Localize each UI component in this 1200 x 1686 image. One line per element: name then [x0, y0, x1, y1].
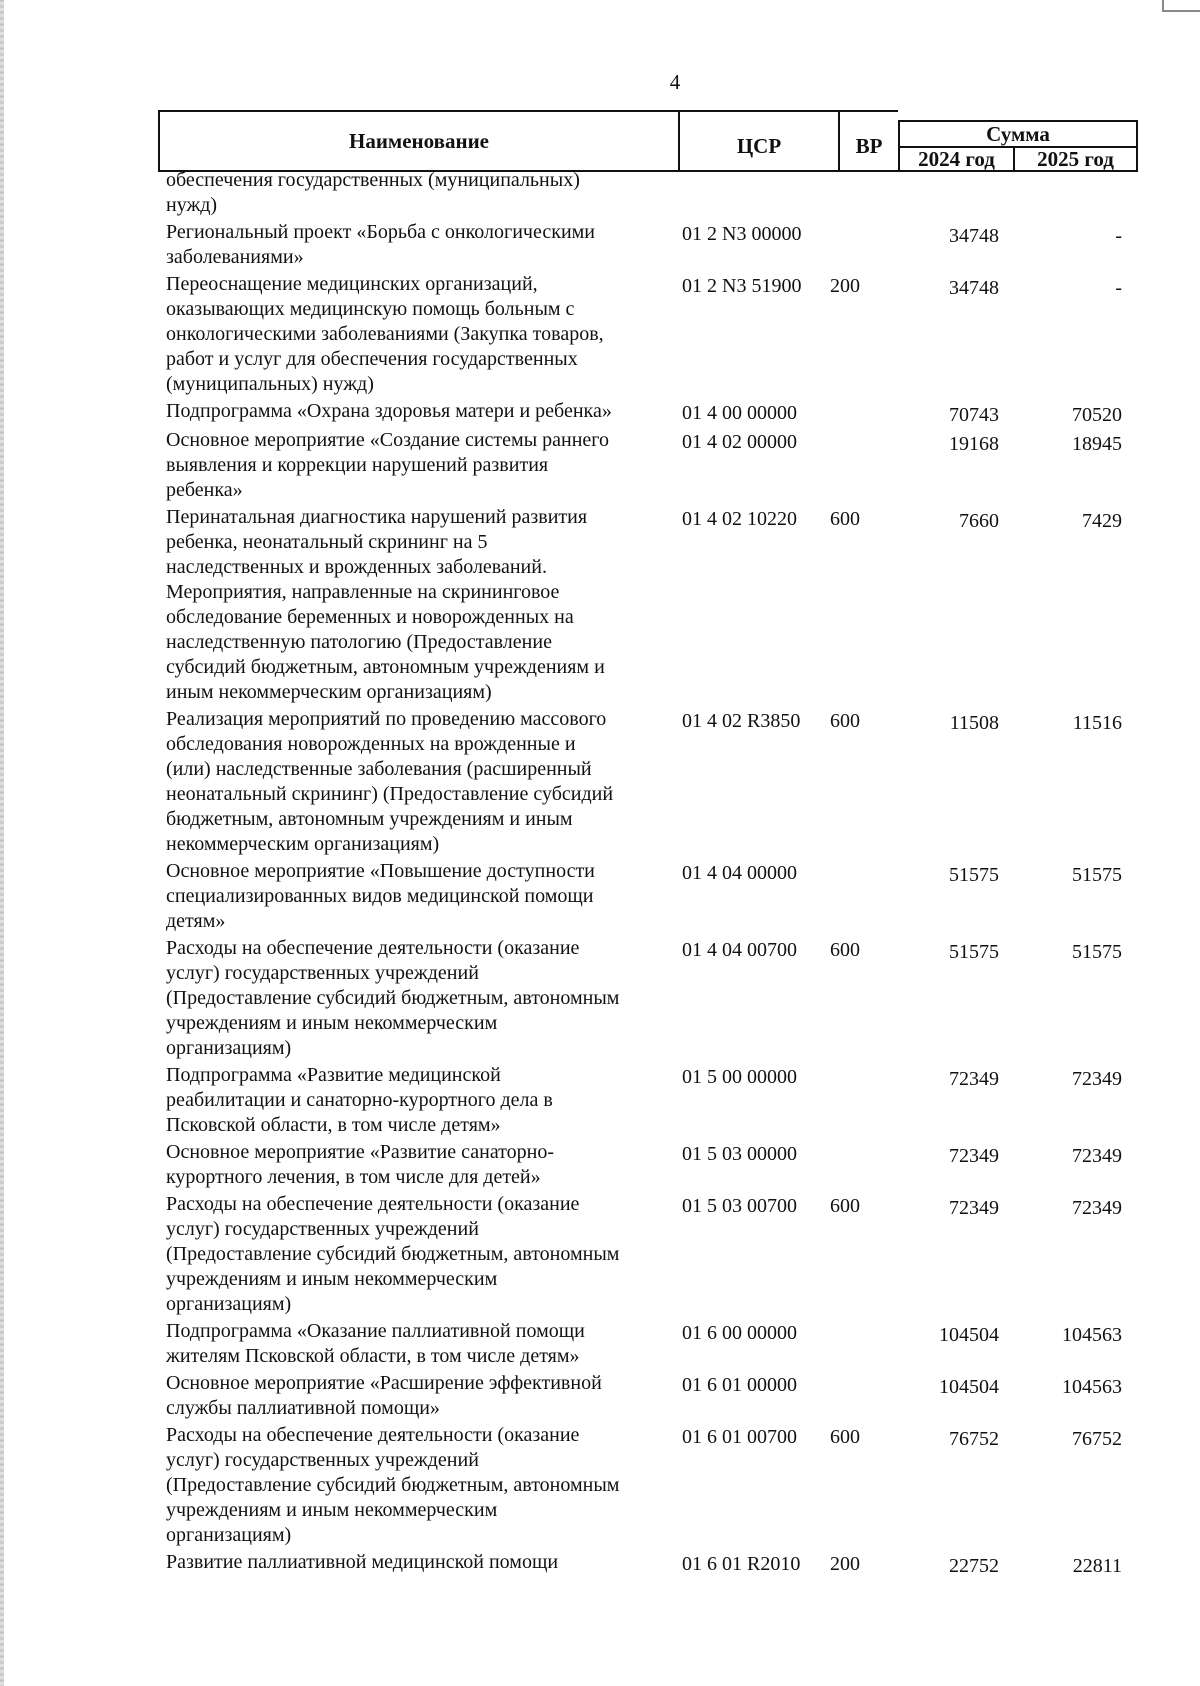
table-row	[158, 1063, 1138, 1138]
row-name-line: (или) наследственные заболевания (расширенный	[166, 758, 592, 780]
row-csr: 01 4 02 00000	[682, 431, 797, 453]
row-sum-2025: 70520	[1072, 404, 1122, 426]
row-csr: 01 6 01 00700	[682, 1426, 797, 1448]
row-sum-2025: 51575	[1072, 941, 1122, 963]
header-name: Наименование	[349, 128, 489, 153]
table-row	[158, 859, 1138, 934]
row-vr: 600	[830, 1195, 860, 1217]
table-row	[158, 1192, 1138, 1317]
row-name	[158, 1371, 668, 1421]
row-name	[158, 505, 668, 705]
row-name-line: (Предоставление субсидий бюджетным, автономным	[166, 1474, 620, 1496]
row-csr: 01 6 01 R2010	[682, 1553, 801, 1575]
header-year-2025: 2025 год	[1037, 146, 1114, 171]
header-year-2024: 2024 год	[918, 146, 995, 171]
table-row	[158, 707, 1138, 857]
row-vr	[828, 168, 886, 218]
row-vr	[828, 859, 886, 934]
row-name-line: наследственных и врожденных заболеваний.	[166, 556, 547, 578]
row-name	[158, 168, 668, 218]
row-name-line: Реализация мероприятий по проведению массового	[166, 708, 607, 730]
row-name-line: Региональный проект «Борьба с онкологическими	[166, 221, 596, 243]
table-row	[158, 1140, 1138, 1190]
header-sum: Сумма	[986, 121, 1050, 146]
row-name-line: услуг) государственных учреждений	[166, 962, 479, 984]
row-name	[158, 1063, 668, 1138]
row-sum-2024: 11508	[949, 712, 999, 734]
table-body	[158, 168, 1138, 1579]
row-vr: 200	[830, 275, 860, 297]
scan-edge	[0, 0, 4, 1686]
row-sum-2025: 51575	[1072, 864, 1122, 886]
row-name-line: Основное мероприятие «Развитие санаторно-	[166, 1141, 555, 1163]
row-name	[158, 1550, 668, 1579]
row-name	[158, 1319, 668, 1369]
row-name-line: ребенка, неонатальный скрининг на 5	[166, 531, 488, 553]
row-sum-2025: 18945	[1072, 433, 1122, 455]
row-sum-2024: 72349	[949, 1197, 999, 1219]
row-name-line: Подпрограмма «Развитие медицинской	[166, 1064, 501, 1086]
table-row	[158, 1319, 1138, 1369]
row-name	[158, 1140, 668, 1190]
row-csr: 01 4 02 R3850	[682, 710, 801, 732]
table-row	[158, 272, 1138, 397]
row-vr	[828, 399, 886, 428]
row-vr: 600	[830, 1426, 860, 1448]
row-sum-2024: 7660	[959, 510, 999, 532]
header-vr: ВР	[855, 133, 883, 158]
row-name-line: ребенка»	[166, 479, 243, 501]
row-name-line: Развитие паллиативной медицинской помощи	[166, 1551, 559, 1573]
row-sum-2025: 72349	[1072, 1145, 1122, 1167]
table-row	[158, 399, 1138, 428]
row-name-line: заболеваниями»	[166, 246, 304, 268]
row-sum-2025: -	[1115, 225, 1122, 247]
row-vr: 600	[830, 508, 860, 530]
row-sum-2024: 72349	[949, 1145, 999, 1167]
row-sum-2024: 70743	[949, 404, 999, 426]
row-sum-2025: 72349	[1072, 1197, 1122, 1219]
row-sum-2025	[1001, 168, 1138, 218]
row-name-line: иным некоммерческим организациям)	[166, 681, 492, 703]
row-name	[158, 859, 668, 934]
row-name-line: Подпрограмма «Оказание паллиативной помощи	[166, 1320, 585, 1342]
row-name-line: Перинатальная диагностика нарушений развития	[166, 506, 588, 528]
row-name-line: (Предоставление субсидий бюджетным, автономным	[166, 987, 620, 1009]
table-header	[158, 110, 1138, 172]
row-name-line: (Предоставление субсидий бюджетным, автономным	[166, 1243, 620, 1265]
header-csr: ЦСР	[736, 133, 782, 158]
row-sum-2024: 22752	[949, 1555, 999, 1577]
row-sum-2025: 22811	[1072, 1555, 1122, 1577]
table-row	[158, 168, 1138, 218]
table-row	[158, 936, 1138, 1061]
row-name	[158, 220, 668, 270]
row-name-line: учреждениям и иным некоммерческим	[166, 1499, 498, 1521]
page-number: 4	[669, 70, 681, 94]
row-sum-2024: 51575	[949, 941, 999, 963]
row-name-line: бюджетным, автономным учреждениям и иным	[166, 808, 573, 830]
row-vr	[828, 1319, 886, 1369]
row-csr: 01 4 04 00000	[682, 862, 797, 884]
row-name-line: Подпрограмма «Охрана здоровья матери и ребенка»	[166, 400, 612, 422]
table-row	[158, 220, 1138, 270]
row-sum-2025: 104563	[1062, 1324, 1122, 1346]
row-vr	[828, 428, 886, 503]
row-name-line: Расходы на обеспечение деятельности (оказание	[166, 1424, 580, 1446]
row-vr	[828, 220, 886, 270]
row-name-line: Расходы на обеспечение деятельности (оказание	[166, 937, 580, 959]
row-sum-2024: 19168	[949, 433, 999, 455]
row-csr	[668, 168, 828, 218]
row-name-line: Мероприятия, направленные на скрининговое	[166, 581, 560, 603]
row-sum-2025: 72349	[1072, 1068, 1122, 1090]
table-row	[158, 1550, 1138, 1579]
row-name-line: специализированных видов медицинской помощи	[166, 885, 594, 907]
row-name-line: организациям)	[166, 1524, 292, 1546]
row-name-line: обследование беременных и новорожденных на	[166, 606, 574, 628]
row-csr: 01 6 00 00000	[682, 1322, 797, 1344]
row-sum-2024: 72349	[949, 1068, 999, 1090]
row-vr	[828, 1371, 886, 1421]
row-csr: 01 5 00 00000	[682, 1066, 797, 1088]
row-name-line: Основное мероприятие «Создание системы раннего	[166, 429, 609, 451]
row-name-line: субсидий бюджетным, автономным учреждениям и	[166, 656, 605, 678]
row-vr: 600	[830, 710, 860, 732]
row-name	[158, 272, 668, 397]
row-name-line: детям»	[166, 910, 226, 932]
row-name-line: наследственную патологию (Предоставление	[166, 631, 552, 653]
row-csr: 01 2 N3 00000	[682, 223, 802, 245]
row-name-line: службы паллиативной помощи»	[166, 1397, 440, 1419]
row-sum-2025: 104563	[1062, 1376, 1122, 1398]
row-name-line: реабилитации и санаторно-курортного дела в	[166, 1089, 553, 1111]
row-sum-2024: 76752	[949, 1428, 999, 1450]
row-csr: 01 2 N3 51900	[682, 275, 802, 297]
row-name-line: учреждениям и иным некоммерческим	[166, 1268, 498, 1290]
table-row	[158, 505, 1138, 705]
row-name-line: обеспечения государственных (муниципальных)	[166, 169, 580, 191]
row-vr: 200	[830, 1553, 860, 1575]
row-csr: 01 4 00 00000	[682, 402, 797, 424]
row-csr: 01 4 04 00700	[682, 939, 797, 961]
row-name-line: обследования новорожденных на врожденные и	[166, 733, 576, 755]
row-sum-2025: 11516	[1072, 712, 1122, 734]
row-sum-2024	[886, 168, 1001, 218]
row-name-line: нужд)	[166, 194, 218, 216]
row-name	[158, 1423, 668, 1548]
row-name-line: Основное мероприятие «Повышение доступности	[166, 860, 595, 882]
row-name-line: организациям)	[166, 1037, 292, 1059]
scan-corner-mark	[1162, 0, 1200, 12]
row-name-line: Основное мероприятие «Расширение эффективной	[166, 1372, 602, 1394]
row-sum-2025: -	[1115, 277, 1122, 299]
row-name	[158, 707, 668, 857]
row-name	[158, 936, 668, 1061]
row-name	[158, 1192, 668, 1317]
row-name-line: некоммерческим организациям)	[166, 833, 440, 855]
row-vr	[828, 1140, 886, 1190]
row-name-line: организациям)	[166, 1293, 292, 1315]
row-name-line: Псковской области, в том числе детям»	[166, 1114, 501, 1136]
row-name-line: Переоснащение медицинских организаций,	[166, 273, 538, 295]
row-name-line: жителям Псковской области, в том числе детям»	[166, 1345, 580, 1367]
row-csr: 01 5 03 00700	[682, 1195, 797, 1217]
row-name-line: онкологическими заболеваниями (Закупка товаров,	[166, 323, 604, 345]
row-name-line: Расходы на обеспечение деятельности (оказание	[166, 1193, 580, 1215]
row-vr	[828, 1063, 886, 1138]
row-csr: 01 6 01 00000	[682, 1374, 797, 1396]
row-name-line: работ и услуг для обеспечения государственных	[166, 348, 578, 370]
row-vr: 600	[830, 939, 860, 961]
row-name	[158, 399, 668, 428]
table-row	[158, 428, 1138, 503]
row-csr: 01 4 02 10220	[682, 508, 797, 530]
row-sum-2024: 51575	[949, 864, 999, 886]
row-sum-2024: 104504	[939, 1324, 999, 1346]
row-name-line: оказывающих медицинскую помощь больным с	[166, 298, 575, 320]
row-name-line: неонатальный скрининг) (Предоставление субсидий	[166, 783, 614, 805]
row-sum-2025: 76752	[1072, 1428, 1122, 1450]
row-name-line: услуг) государственных учреждений	[166, 1449, 479, 1471]
row-name-line: выявления и коррекции нарушений развития	[166, 454, 549, 476]
row-sum-2024: 104504	[939, 1376, 999, 1398]
table-row	[158, 1423, 1138, 1548]
row-csr: 01 5 03 00000	[682, 1143, 797, 1165]
row-name	[158, 428, 668, 503]
row-sum-2025: 7429	[1082, 510, 1122, 532]
row-sum-2024: 34748	[949, 225, 999, 247]
row-name-line: (муниципальных) нужд)	[166, 373, 374, 395]
row-name-line: услуг) государственных учреждений	[166, 1218, 479, 1240]
row-name-line: учреждениям и иным некоммерческим	[166, 1012, 498, 1034]
row-name-line: курортного лечения, в том числе для детей»	[166, 1166, 541, 1188]
table-row	[158, 1371, 1138, 1421]
row-sum-2024: 34748	[949, 277, 999, 299]
